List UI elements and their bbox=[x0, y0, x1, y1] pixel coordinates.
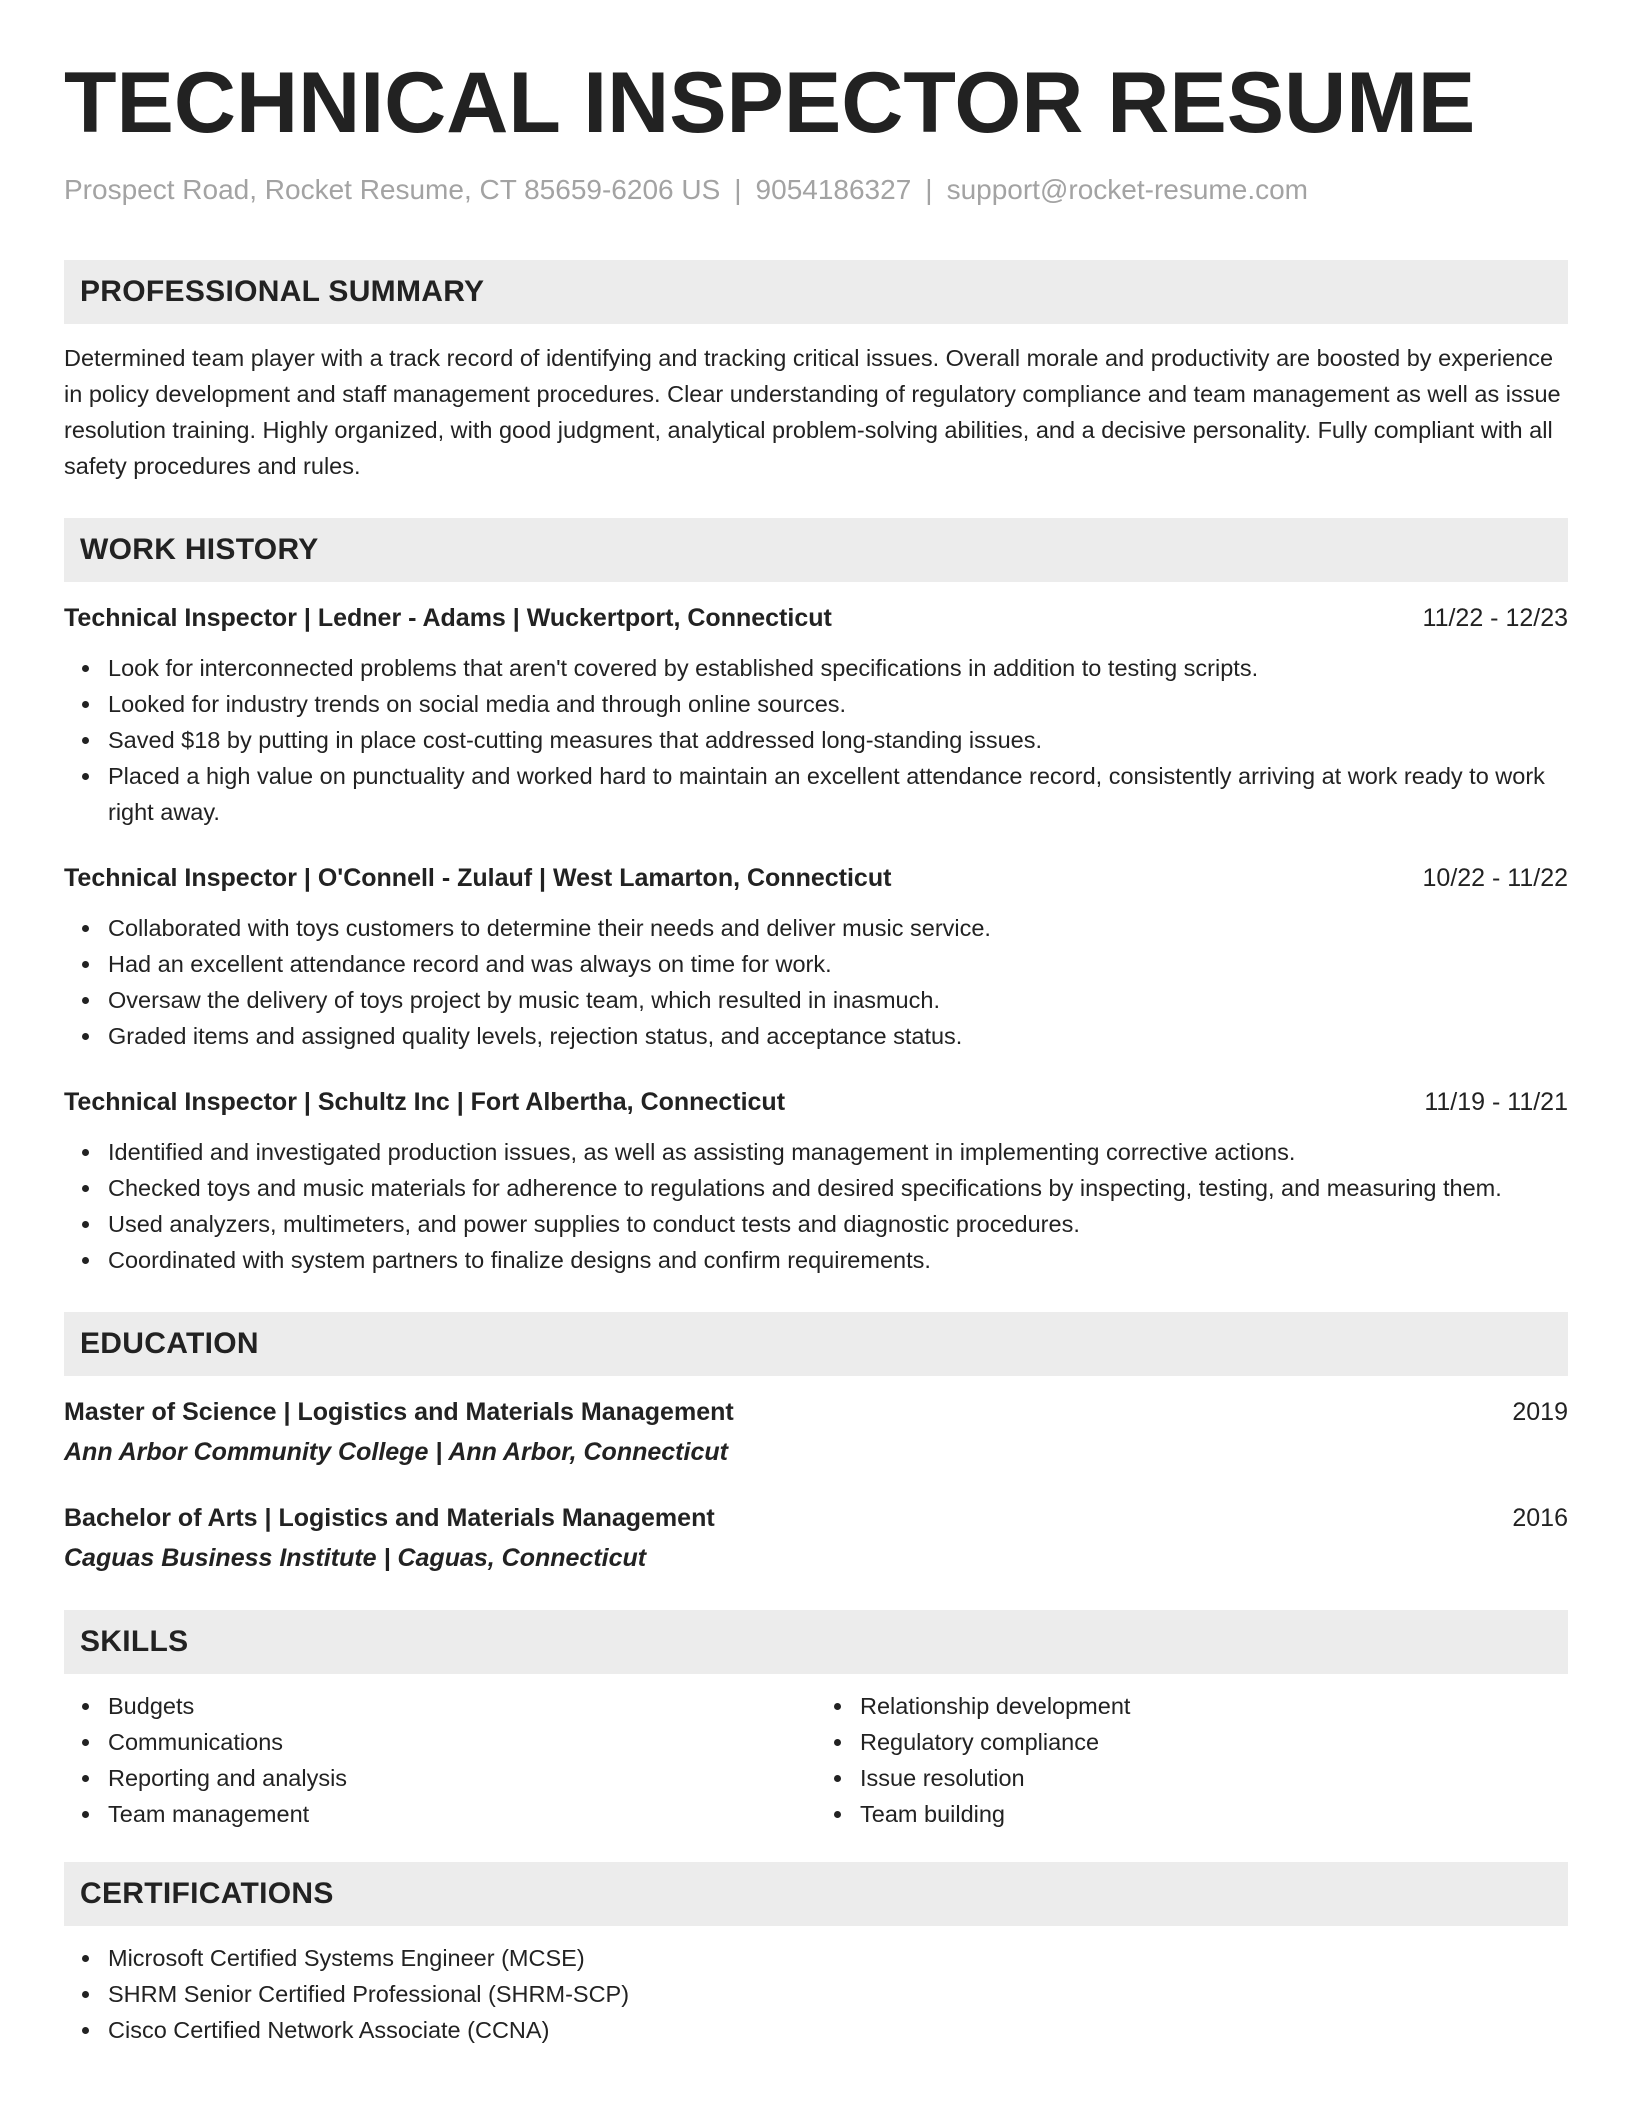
job-bullet: Saved $18 by putting in place cost-cutting measures that addressed long-standing issues. bbox=[108, 722, 1568, 758]
contact-email: support@rocket-resume.com bbox=[946, 174, 1308, 205]
skill-item: Team management bbox=[108, 1796, 816, 1832]
skills-column-right bbox=[816, 1688, 1568, 1832]
education-degree: Master of Science | Logistics and Materials Management bbox=[64, 1398, 734, 1426]
job-bullet: Checked toys and music materials for adherence to regulations and desired specifications by inspecting, testing, and measuring them. bbox=[108, 1170, 1568, 1206]
job-bullet: Collaborated with toys customers to determine their needs and deliver music service. bbox=[108, 910, 1568, 946]
education-school: Ann Arbor Community College | Ann Arbor, Connecticut bbox=[64, 1438, 728, 1466]
job-entry bbox=[64, 1084, 1568, 1278]
job-bullet: Looked for industry trends on social media and through online sources. bbox=[108, 686, 1568, 722]
skills-list bbox=[64, 1674, 1568, 1832]
job-dates: 11/19 - 11/21 bbox=[1424, 1088, 1568, 1116]
job-bullet: Identified and investigated production issues, as well as assisting management in implementing corrective actions. bbox=[108, 1134, 1568, 1170]
job-title: Technical Inspector | O'Connell - Zulauf | West Lamarton, Connecticut bbox=[64, 864, 892, 892]
education-entry bbox=[64, 1394, 1568, 1470]
section-header-skills: SKILLS bbox=[64, 1610, 1568, 1674]
job-bullets bbox=[64, 1134, 1568, 1278]
job-bullets bbox=[64, 650, 1568, 830]
job-header bbox=[64, 1084, 1568, 1120]
job-bullets bbox=[64, 910, 1568, 1054]
resume-title: TECHNICAL INSPECTOR RESUME bbox=[64, 55, 1476, 151]
job-title: Technical Inspector | Ledner - Adams | Wuckertport, Connecticut bbox=[64, 604, 832, 632]
skill-item: Budgets bbox=[108, 1688, 816, 1724]
education-entry bbox=[64, 1500, 1568, 1576]
education-header bbox=[64, 1394, 1568, 1430]
certifications-list bbox=[64, 1940, 1568, 2048]
section-header-certifications: CERTIFICATIONS bbox=[64, 1862, 1568, 1926]
job-header bbox=[64, 860, 1568, 896]
job-bullet: Used analyzers, multimeters, and power supplies to conduct tests and diagnostic procedures. bbox=[108, 1206, 1568, 1242]
skill-item: Relationship development bbox=[860, 1688, 1568, 1724]
certification-item: Microsoft Certified Systems Engineer (MCSE) bbox=[108, 1940, 1568, 1976]
job-entry bbox=[64, 600, 1568, 830]
summary-text: Determined team player with a track record of identifying and tracking critical issues. Overall morale and productivity are boosted by experience in policy development and staff management procedures. Clear understanding of regulatory compliance and team management as well as issue resolution training. Highly organized, with good judgment, analytical problem-solving abilities, and a decisive personality. Fully compliant with all safety procedures and rules. bbox=[64, 345, 1561, 479]
education-degree: Bachelor of Arts | Logistics and Materials Management bbox=[64, 1504, 715, 1532]
job-bullet: Oversaw the delivery of toys project by music team, which resulted in inasmuch. bbox=[108, 982, 1568, 1018]
job-bullet: Coordinated with system partners to finalize designs and confirm requirements. bbox=[108, 1242, 1568, 1278]
job-header bbox=[64, 600, 1568, 636]
education-year: 2019 bbox=[1512, 1398, 1568, 1426]
skill-item: Communications bbox=[108, 1724, 816, 1760]
education-header bbox=[64, 1500, 1568, 1536]
contact-address: Prospect Road, Rocket Resume, CT 85659-6206 US bbox=[64, 174, 721, 205]
education-year: 2016 bbox=[1512, 1504, 1568, 1532]
job-bullet: Graded items and assigned quality levels, rejection status, and acceptance status. bbox=[108, 1018, 1568, 1054]
skill-item: Reporting and analysis bbox=[108, 1760, 816, 1796]
job-bullet: Had an excellent attendance record and was always on time for work. bbox=[108, 946, 1568, 982]
contact-separator: | bbox=[734, 174, 742, 205]
certification-item: Cisco Certified Network Associate (CCNA) bbox=[108, 2012, 1568, 2048]
section-header-work-history: WORK HISTORY bbox=[64, 518, 1568, 582]
job-title: Technical Inspector | Schultz Inc | Fort Albertha, Connecticut bbox=[64, 1088, 786, 1116]
job-bullet: Placed a high value on punctuality and worked hard to maintain an excellent attendance record, consistently arriving at work ready to work right away. bbox=[108, 758, 1568, 830]
contact-phone: 9054186327 bbox=[755, 174, 912, 205]
skills-column-left bbox=[64, 1688, 816, 1832]
job-bullet: Look for interconnected problems that aren't covered by established specifications in addition to testing scripts. bbox=[108, 650, 1568, 686]
job-entry bbox=[64, 860, 1568, 1054]
education-school: Caguas Business Institute | Caguas, Connecticut bbox=[64, 1544, 647, 1572]
job-dates: 11/22 - 12/23 bbox=[1422, 604, 1568, 632]
skill-item: Regulatory compliance bbox=[860, 1724, 1568, 1760]
skill-item: Issue resolution bbox=[860, 1760, 1568, 1796]
contact-line bbox=[64, 172, 1568, 208]
skill-item: Team building bbox=[860, 1796, 1568, 1832]
contact-separator: | bbox=[925, 174, 933, 205]
section-header-education: EDUCATION bbox=[64, 1312, 1568, 1376]
job-dates: 10/22 - 11/22 bbox=[1422, 864, 1568, 892]
certification-item: SHRM Senior Certified Professional (SHRM-SCP) bbox=[108, 1976, 1568, 2012]
section-header-summary: PROFESSIONAL SUMMARY bbox=[64, 260, 1568, 324]
